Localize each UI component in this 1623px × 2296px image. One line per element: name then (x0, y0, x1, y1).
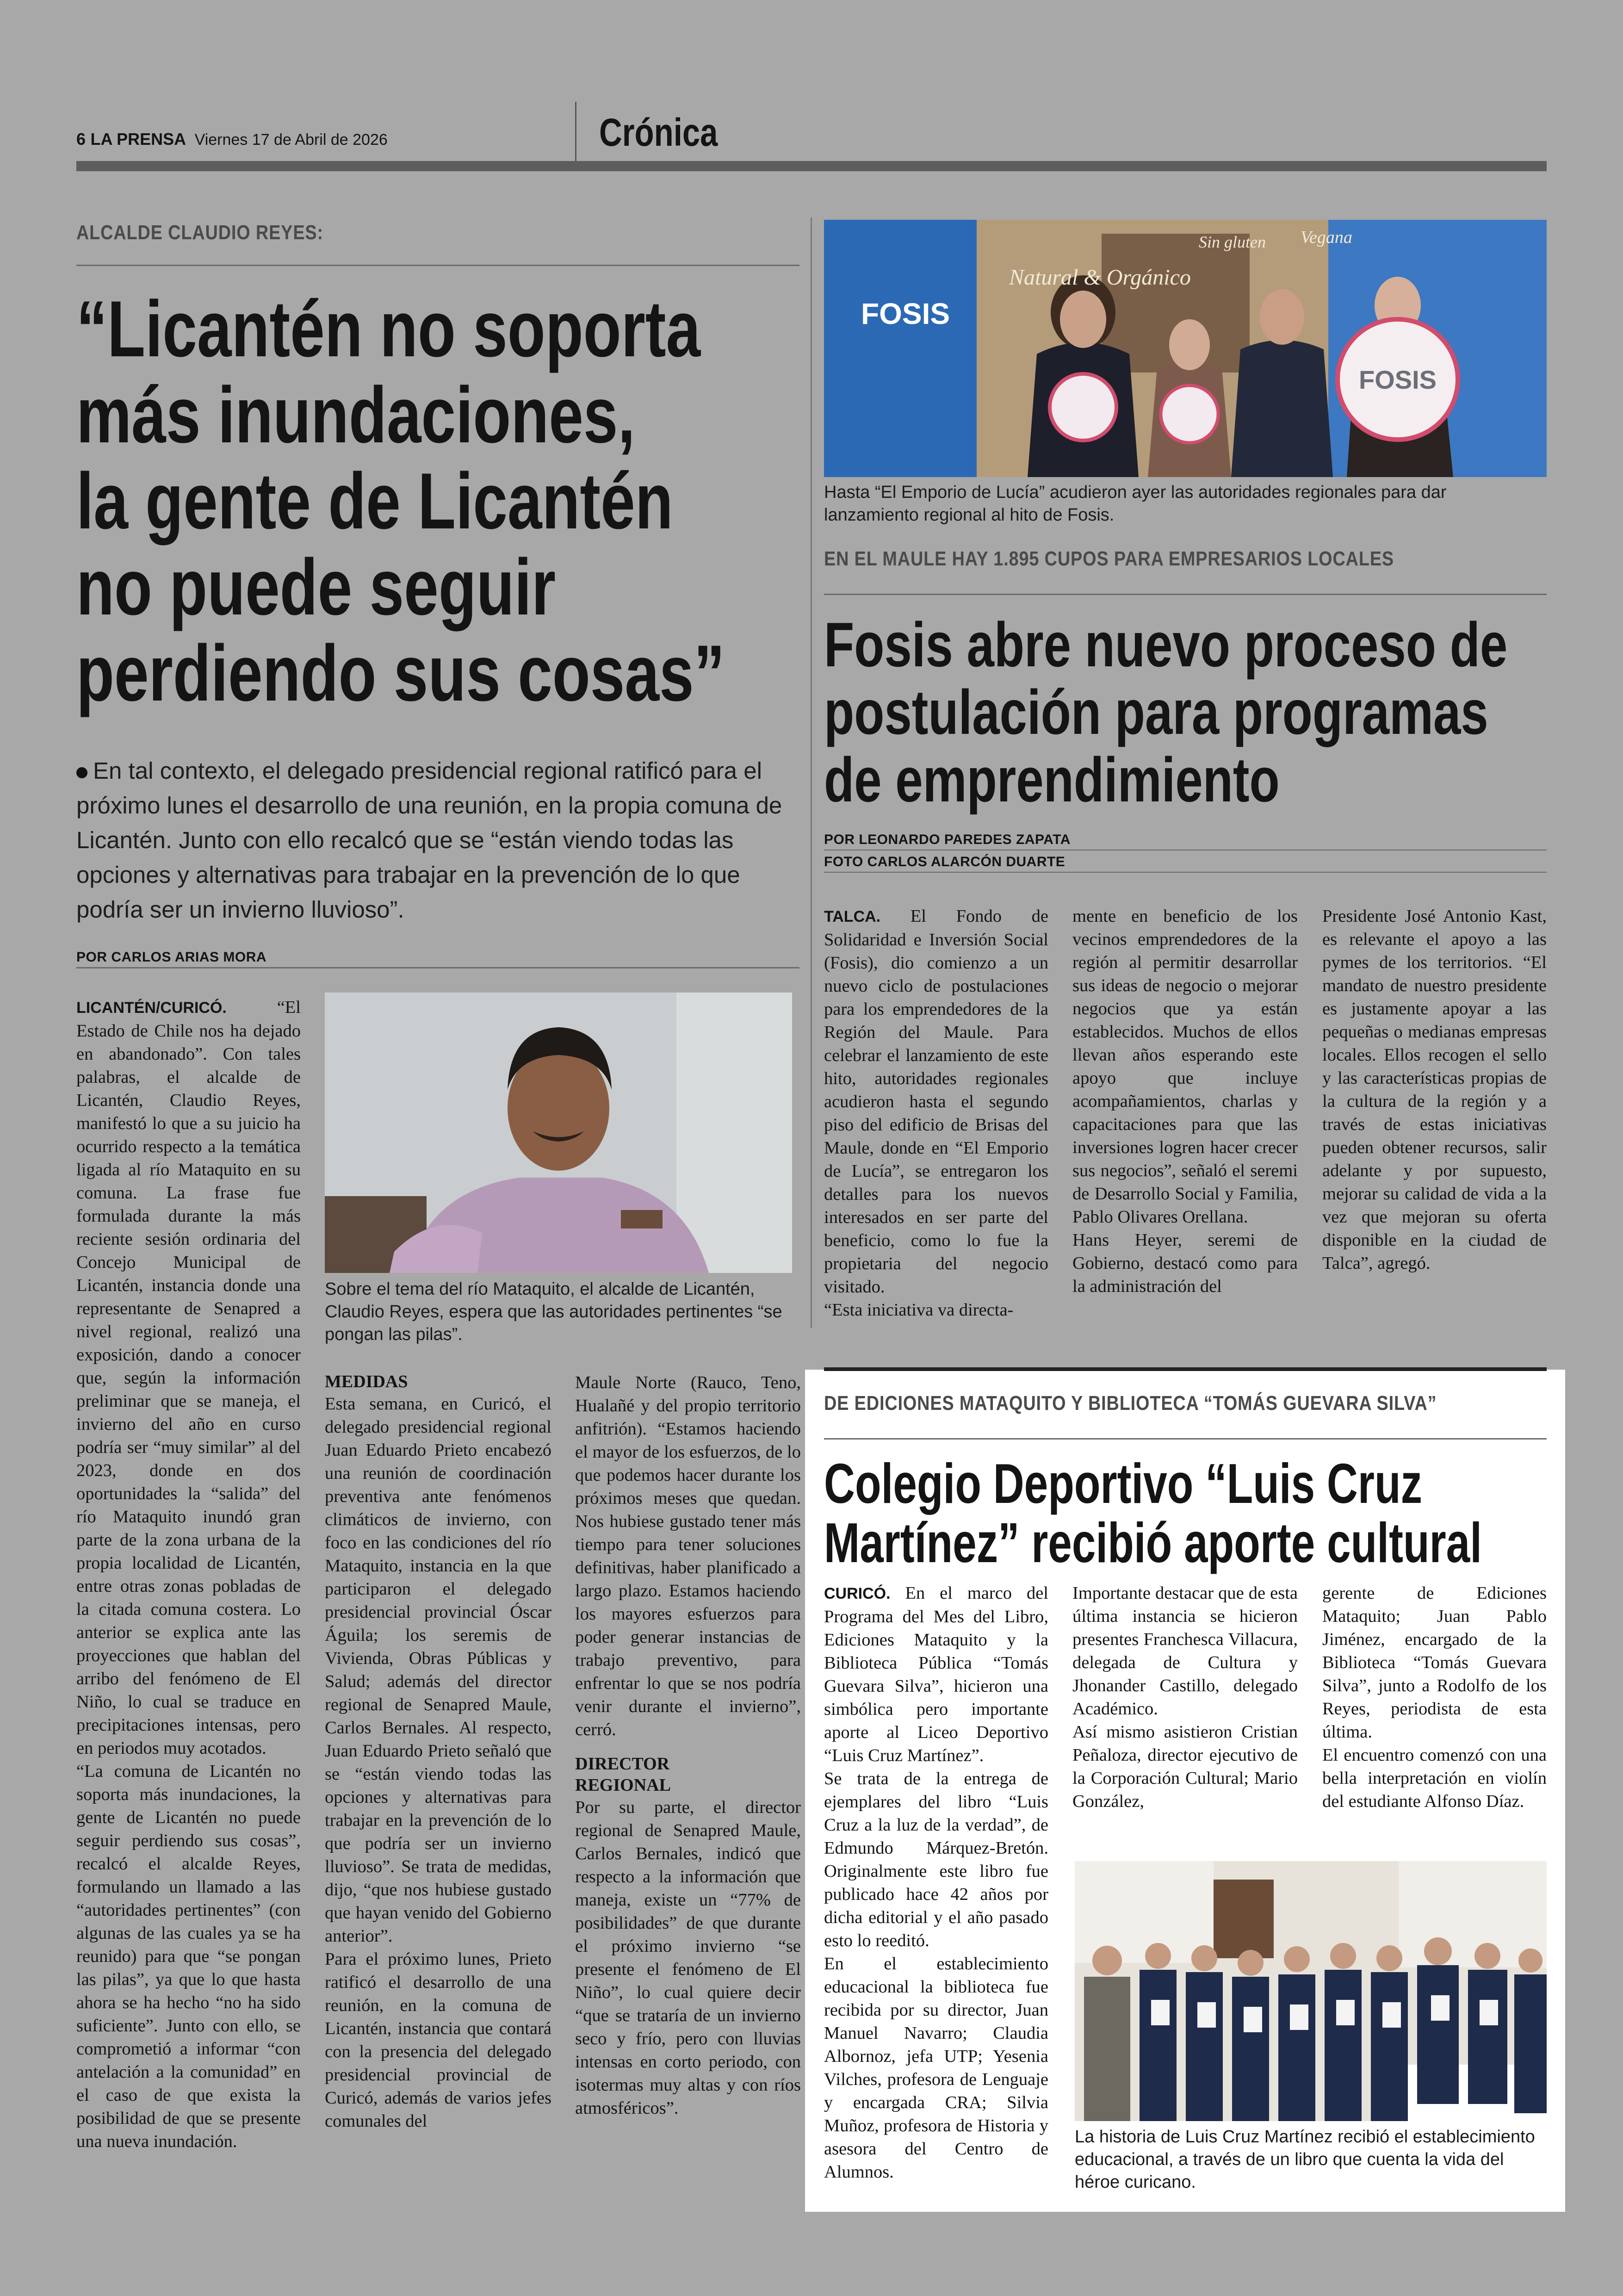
article1-col3 (575, 1371, 801, 2120)
article2-headline-line: Fosis abre nuevo proceso de (824, 609, 1508, 680)
article3-photo (1075, 1861, 1547, 2121)
store-sign-text: Natural & Orgánico (1009, 265, 1191, 290)
article3-col1c-text: En el establecimiento educacional la biblioteca fue recibida por su director, Juan Manuel Navarro; Claudia Albornoz, jefa UTP; Yesenia Vilches, profesora de Lenguaje y encargada CRA; Silvia Muñoz, profesora de Historia y asesora del Centro de Alumnos. (824, 1954, 1048, 2182)
article3-headline (824, 1454, 1587, 1572)
article2-photo-caption: Hasta “El Emporio de Lucía” acudieron ayer las autoridades regionales para dar lanzamiento regional al hito de Fosis. (824, 483, 1447, 525)
article1-kicker: ALCALDE CLAUDIO REYES: (76, 221, 323, 244)
article1-headline-line: perdiendo sus cosas” (76, 629, 725, 718)
article1-lead-text: En tal contexto, el delegado presidencial regional ratificó para el próximo lunes el desarrollo de una reunión, en la propia comuna de Licantén. Junto con ello recalcó que se “están viendo todas las opciones y alternativas para trabajar en la prevención de lo que podría ser un invierno lluvioso”. (76, 757, 782, 923)
article1-headline-line: no puede seguir (76, 543, 556, 632)
article1-photo-caption: Sobre el tema del río Mataquito, el alcalde de Licantén, Claudio Reyes, espera que las autoridades pertinentes “se pongan las pilas”. (325, 1279, 782, 1344)
article3-dateline: CURICÓ. (824, 1585, 891, 1602)
article3-col3b-text: El encuentro comenzó con una bella interpretación en violín del estudiante Alfonso Díaz. (1322, 1745, 1547, 1811)
article1-col1b-text: “La comuna de Licantén no soporta más inundaciones, la gente de Licantén no puede seguir perdiendo sus cosas”, recalcó el alcalde Reyes, formulando un llamado a las “autoridades pertinentes” (con algunas de las cuales ya se ha reunido) para que “se pongan las pilas”, ya que lo que hasta ahora se ha hecho “no ha sido suficiente”. Junto con ello, se comprometió a informar “con antelación a la comunidad” en el caso de que exista la posibilidad de que se presente una nueva inundación. (76, 1762, 301, 2151)
article3-col2b-text: Así mismo asistieron Cristian Peñaloza, director ejecutivo de la Corporación Cultural; Mario González, (1072, 1722, 1298, 1811)
article2-headline-line: postulación para programas (824, 677, 1488, 747)
school-group-illustration (1075, 1861, 1547, 2121)
article2-dateline: TALCA. (824, 908, 881, 925)
article3-col3 (1322, 1582, 1547, 1813)
article2-photo (824, 220, 1547, 477)
page-header (76, 130, 388, 157)
issue-date: Viernes 17 de Abril de 2026 (194, 131, 388, 149)
article3-headline-line: Colegio Deportivo “Luis Cruz (824, 1452, 1422, 1515)
article2-col3 (1322, 905, 1547, 1275)
article1-subhead-director: DIRECTOR (575, 1754, 670, 1774)
article1-dateline: LICANTÉN/CURICÓ. (76, 999, 227, 1017)
section-title: Crónica (599, 111, 718, 154)
article2-col1-text: El Fondo de Solidaridad e Inversión Social (Fosis), dio comienzo a un nuevo ciclo de postulaciones para los emprendedores de la Región del Maule. Para celebrar el lanzamiento de este hito, autoridades regionales acudieron hasta el segundo piso del edificio de Brisas del Maule, donde en “El Emporio de Lucía”, se entregaron los detalles para los nuevos interesados en ser parte del beneficio, como lo fue la propietaria del negocio visitado. (824, 906, 1049, 1297)
article2-col2b-text: Hans Heyer, seremi de Gobierno, destacó como para la administración del (1072, 1230, 1298, 1296)
article2-col2 (1072, 905, 1298, 1298)
article2-col3-text: Presidente José Antonio Kast, es relevante el apoyo a las pymes de los territorios. “El mandato de nuestro presidente es justamente apoyar a las pequeñas o medianas empresas locales. Ellos recogen el sello y las características propias de la cultura de la región y a través de estas iniciativas pueden obtener recursos, salir adelante y por supuesto, mejorar su calidad de vida a la vez que mejoran su oferta disponible en la ciudad de Talca”, agregó. (1322, 906, 1547, 1273)
publication-name: LA PRENSA (90, 130, 186, 149)
article1-kicker-rule (76, 265, 799, 266)
article1-col1 (76, 996, 301, 2153)
article2-photo-credit: FOTO CARLOS ALARCÓN DUARTE (824, 854, 1065, 869)
article1-byline-rule (76, 967, 799, 968)
page-number: 6 (76, 130, 86, 149)
article2-kicker-rule (824, 594, 1547, 595)
article3-kicker: DE EDICIONES MATAQUITO Y BIBLIOTECA “TOMÁS GUEVARA SILVA” (824, 1392, 1437, 1415)
header-divider (575, 102, 576, 162)
bullet-icon (76, 767, 87, 778)
article2-headline (824, 611, 1564, 813)
fosis-banner-text: FOSIS (861, 297, 950, 330)
article1-lead (76, 753, 803, 927)
article2-col2-text: mente en beneficio de los vecinos emprendedores de la región al permitir desarrollar sus ideas de negocio o mejorar negocios que ya están establecidos. Muchos de ellos llevan años esperando este apoyo que incluye acompañamientos, charlas y capacitaciones para que las inversiones logren hacer crecer sus negocios”, señaló el seremi de Desarrollo Social y Familia, Pablo Olivares Orellana. (1072, 906, 1298, 1227)
article3-col2-text: Importante destacar que de esta última instancia se hicieron presentes Franchesca Villacura, delegada de Cultura y Jhonander Castillo, delegado Académico. (1072, 1583, 1298, 1719)
article2-col1b-text: “Esta iniciativa va directa- (824, 1300, 1014, 1320)
article3-col3-text: gerente de Ediciones Mataquito; Juan Pablo Jiménez, encargado de la Biblioteca “Tomás Guevara Silva”, junto a Rodolfo de los Reyes, periodista de esta última. (1322, 1583, 1547, 1742)
article1-col3b-text: Por su parte, el director regional de Senapred Maule, Carlos Bernales, indicó que respecto a la información que maneja, existe un “77% de posibilidades” de que durante el próximo invierno “se presente el fenómeno de El Niño”, lo cual quiere decir “que se trataría de un invierno seco y frío, pero con lluvias intensas en corto periodo, con isotermas muy altas y con ríos atmosféricos”. (575, 1798, 801, 2118)
article3-col2 (1072, 1582, 1298, 1813)
article1-byline: POR CARLOS ARIAS MORA (76, 949, 267, 965)
article2-credit-rule (824, 872, 1547, 873)
article2-col1 (824, 905, 1048, 1322)
article1-col1-text: “El Estado de Chile nos ha dejado en abandonado”. Con tales palabras, el alcalde de Licantén, Claudio Reyes, manifestó lo que a su juicio ha ocurrido respecto a la temática ligada al río Mataquito en su comuna. La frase fue formulada durante la más reciente sesión ordinaria del Concejo Municipal de Licantén, instancia donde una representante de Senapred a nivel regional, realizó una exposición, dando a conocer que, según la información preliminar que se maneja, el invierno del año en curso podría ser “muy similar” al del 2023, donde en dos oportunidades la “salida” del río Mataquito inundó gran parte de la zona urbana de la propia localidad de Licantén, entre otras zonas pobladas de la citada comuna costera. Lo anterior se explica ante las proyecciones que hablan del arribo del fenómeno de El Niño, lo cual se traduce en precipitaciones intensas, pero en periodos muy acotados. (76, 998, 301, 1758)
article1-photo (325, 993, 792, 1273)
article3-photo-caption: La historia de Luis Cruz Martínez recibió el establecimiento educacional, a través de un libro que cuenta la vida del héroe curicano. (1075, 2127, 1535, 2192)
header-bar (76, 161, 1547, 171)
store-sign-vegana: Vegana (1301, 228, 1352, 247)
article1-subhead-regional: REGIONAL (575, 1775, 671, 1795)
article3-top-bar (824, 1367, 1547, 1371)
article1-col2-text: Esta semana, en Curicó, el delegado presidencial regional Juan Eduardo Prieto encabezó una reunión de coordinación preventiva ante fenómenos climáticos de invierno, con foco en las condiciones del río Mataquito, instancia en la que participaron el delegado presidencial provincial Óscar Águila; los seremis de Vivienda, Obras Públicas y Salud; además del director regional de Senapred Maule, Carlos Bernales. Al respecto, Juan Eduardo Prieto señaló que se “están viendo todas las opciones y alternativas para trabajar en la prevención de lo que podría ser un invierno lluvioso”. Se trata de medidas, dijo, “que nos hubiese gustado que hayan venido del Gobierno anterior”. (325, 1394, 551, 1946)
fosis-launch-illustration (824, 220, 1547, 477)
article3-col1-text: En el marco del Programa del Mes del Libro, Ediciones Mataquito y la Biblioteca Pública “Tomás Guevara Silva”, hicieron una simbólica pero importante aporte al Liceo Deportivo “Luis Cruz Martínez”. (824, 1583, 1049, 1765)
store-sign-gluten: Sin gluten (1199, 233, 1266, 251)
article3-headline-line: Martínez” recibió aporte cultural (824, 1511, 1482, 1574)
article1-col3-text: Maule Norte (Rauco, Teno, Hualañé y del propio territorio anfitrión). “Estamos haciendo el mayor de los esfuerzos, de lo que podemos hacer durante los próximos meses que quedan. Nos hubiese gustado tener más tiempo para tener soluciones definitivas, haber planificado a largo plazo. Estamos haciendo los mayores esfuerzos para poder generar instancias de trabajo preventivo, para enfrentar lo que se nos podría venir durante el invierno”, cerró. (575, 1373, 801, 1739)
mayor-illustration (325, 993, 792, 1273)
article1-headline-line: la gente de Licantén (76, 457, 673, 546)
article1-headline-line: “Licantén no soporta (76, 285, 701, 373)
article3-col1b-text: Se trata de la entrega de ejemplares del libro “Luis Cruz a la luz de la verdad”, de Edmundo Márquez-Bretón. Originalmente este libro fue publicado hace 42 años por dicha editorial y el año pasado esto lo reeditó. (824, 1769, 1048, 1950)
fosis-sign-text: FOSIS (1358, 365, 1437, 394)
article2-kicker: EN EL MAULE HAY 1.895 CUPOS PARA EMPRESARIOS LOCALES (824, 547, 1394, 570)
article1-headline (76, 286, 817, 716)
article1-col2 (325, 1371, 551, 2133)
article1-headline-line: más inundaciones, (76, 371, 635, 459)
article2-headline-line: de emprendimiento (824, 745, 1280, 815)
article3-col1 (824, 1582, 1048, 2184)
article3-kicker-rule (824, 1438, 1547, 1440)
article1-col2b-text: Para el próximo lunes, Prieto ratificó el desarrollo de una reunión, en la comuna de Licantén, instancia que contará con la presencia del delegado presidencial provincial de Curicó, además de varios jefes comunales del (325, 1949, 551, 2131)
article2-byline: POR LEONARDO PAREDES ZAPATA (824, 832, 1071, 847)
article1-subhead-medidas: MEDIDAS (325, 1372, 408, 1391)
